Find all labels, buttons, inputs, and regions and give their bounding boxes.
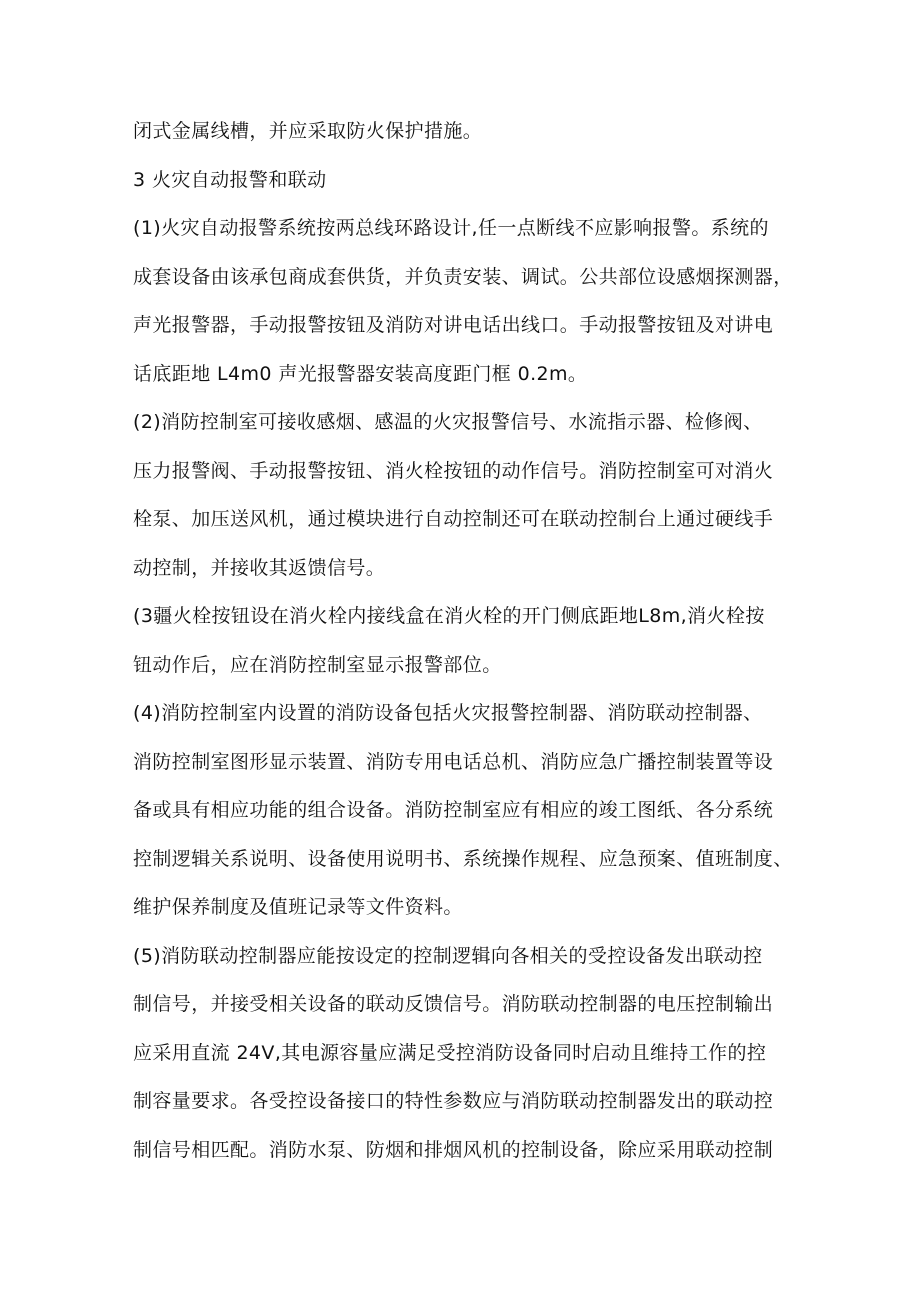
text-line: (5)消防联动控制器应能按设定的控制逻辑向各相关的受控设备发出联动控 <box>133 944 763 967</box>
text-line: 压力报警阀、手动报警按钮、消火栓按钮的动作信号。消防控制室可对消火 <box>133 459 774 482</box>
text-line: 控制逻辑关系说明、设备使用说明书、系统操作规程、应急预案、值班制度、 <box>133 847 793 870</box>
text-line: 制信号相匹配。消防水泵、防烟和排烟风机的控制设备，除应采用联动控制 <box>133 1138 774 1161</box>
text-line: 备或具有相应功能的组合设备。消防控制室应有相应的竣工图纸、各分系统 <box>133 799 774 821</box>
text-line: 应采用直流 24V,其电源容量应满足受控消防设备同时启动且维持工作的控 <box>133 1041 767 1064</box>
text-line: 闭式金属线槽，并应采取防火保护措施。 <box>133 120 483 142</box>
body-text <box>133 107 798 1174</box>
text-line: 动控制，并接收其返馈信号。 <box>133 556 386 579</box>
text-line: (1)火灾自动报警系统按两总线环路设计,任一点断线不应影响报警。系统的 <box>133 217 769 239</box>
section-heading: 3 火灾自动报警和联动 <box>133 168 327 191</box>
text-line: 维护保养制度及值班记录等文件资料。 <box>133 896 463 918</box>
text-line: (2)消防控制室可接收感烟、感温的火灾报警信号、水流指示器、检修阀、 <box>133 411 763 433</box>
text-line: (4)消防控制室内设置的消防设备包括火灾报警控制器、消防联动控制器、 <box>133 702 763 724</box>
text-line: 消防控制室图形显示装置、消防专用电话总机、消防应急广播控制装置等设 <box>133 750 774 773</box>
text-line: 钮动作后，应在消防控制室显示报警部位。 <box>133 653 502 676</box>
text-line: 话底距地 L4m0 声光报警器安装高度距门框 0.2m。 <box>133 362 588 385</box>
text-line: 成套设备由该承包商成套供货，并负责安装、调试。公共部位设感烟探测器， <box>133 265 793 288</box>
text-line: 制信号，并接受相关设备的联动反馈信号。消防联动控制器的电压控制输出 <box>133 993 774 1015</box>
text-line: 声光报警器，手动报警按钮及消防对讲电话出线口。手动报警按钮及对讲电 <box>133 314 774 336</box>
text-line: 栓泵、加压送风机，通过模块进行自动控制还可在联动控制台上通过硬线手 <box>133 508 774 530</box>
text-line: 制容量要求。各受控设备接口的特性参数应与消防联动控制器发出的联动控 <box>133 1090 774 1112</box>
text-line: (3疆火栓按钮设在消火栓内接线盒在消火栓的开门侧底距地L8m,消火栓按 <box>133 605 765 627</box>
